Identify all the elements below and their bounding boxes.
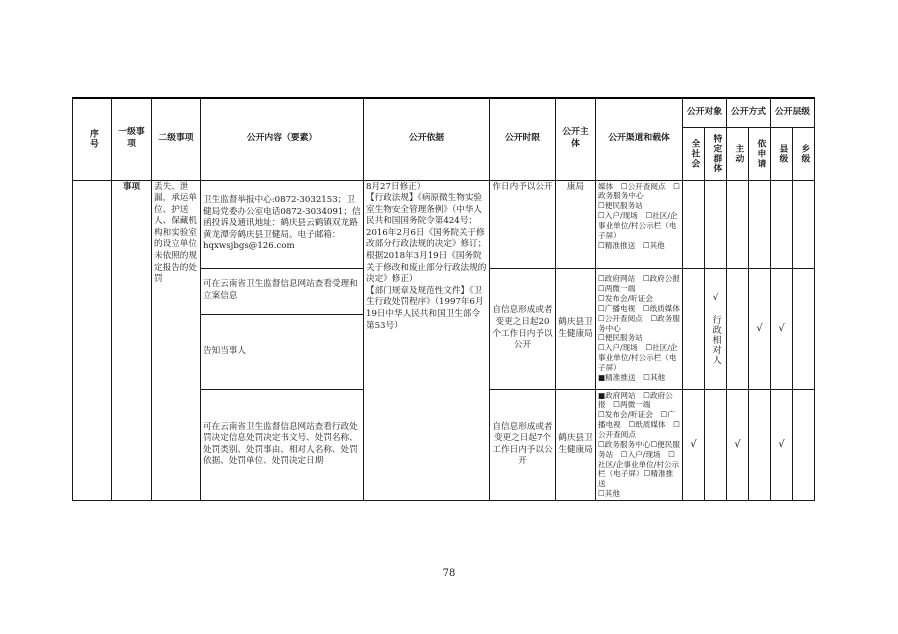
header-level2: 二级事项 [152,98,201,180]
page-number: 78 [442,568,456,579]
header-time-limit: 公开时限 [490,98,556,180]
cell-level2: 丢失、泄漏，承运单位、护送人、保藏机构和实验室的设立单位未依照的规定报告的处罚 [152,180,201,500]
header-basis: 公开依据 [364,98,490,180]
header-level: 公开层级 [771,98,815,127]
cell-content: 卫生监督举报中心:0872-3032153；卫健局党委办公室电话0872-3034091；信函投诉及通讯地址：鹤庆县云鹤镇双龙路黄龙潭旁鹤庆县卫健局。电子邮箱：hqxwsjbgs@126.com [201,180,364,268]
cell-content: 告知当事人 [201,314,364,389]
header-target-all: 全社会 [683,127,705,180]
cell-time-limit: 作日内予以公开 [490,180,556,268]
cell-method-active [727,268,749,389]
cell-subject: 鹤庆县卫生健康局 [556,268,596,389]
table-row [73,180,815,268]
cell-method-active: √ [727,389,749,500]
cell-level-township [793,389,815,500]
header-level1: 一级事项 [112,98,152,180]
cell-subject: 康局 [556,180,596,268]
cell-target-specific [705,180,727,268]
cell-target-all [683,180,705,268]
cell-target-specific [705,389,727,500]
header-subject: 公开主体 [556,98,596,180]
cell-channel: ☐政府网站 ☐政府公报 ☐两微一端 ☐发布会/听证会 ☐广播电视 ☐纸质媒体 ☐公开查阅点 ☐政务服务中心 ☐便民服务站 ☐入户/现场 ☐社区/企事业单位/村公示栏（电子屏） ■精准推送 ☐其他 [596,268,683,389]
header-content: 公开内容（要素） [201,98,364,180]
header-method-active: 主动 [727,127,749,180]
cell-basis: 8月27日修正） 【行政法规】《病原微生物实验室生物安全管理条例》（中华人民共和国国务院令第424号；2016年2月6日《国务院关于修改部分行政法规的决定》修订；根据2018年3月19日《国务院关于修改和废止部分行政法规的决定》修正） 【部门规章及规范性文件】《卫生行政处罚程序》（1997年6月19日中华人民共和国卫生部令第53号） [364,180,490,500]
cell-method-request [749,180,771,268]
cell-method-request: √ [749,268,771,389]
cell-channel: 媒体 ☐公开查阅点 ☐政务服务中心 ☐便民服务站 ☐入户/现场 ☐社区/企事业单位/村公示栏（电子屏） ☐精准推送 ☐其他 [596,180,683,268]
cell-level-county: √ [771,389,793,500]
cell-level-county [771,180,793,268]
cell-target-all [683,268,705,389]
cell-seq [73,180,112,500]
cell-channel: ■政府网站 ☐政府公报 ☐两微一端 ☐发布会/听证会 ☐广播电视 ☐纸质媒体 ☐公开查阅点 ☐政务服务中心☐便民服务站 ☐入户/现场 ☐社区/企事业单位/村公示栏（电子屏）☐精准推送 ☐其他 [596,389,683,500]
header-method: 公开方式 [727,98,771,127]
header-method-request: 依申请 [749,127,771,180]
header-target: 公开对象 [683,98,727,127]
cell-method-active [727,180,749,268]
header-seq: 序号 [73,98,112,180]
cell-level-county: √ [771,268,793,389]
header-target-specific: 特定群体 [705,127,727,180]
disclosure-table [72,97,815,501]
header-channel: 公开渠道和载体 [596,98,683,180]
cell-level1: 事项 [112,180,152,500]
cell-target-all: √ [683,389,705,500]
cell-content: 可在云南省卫生监督信息网站查看行政处罚决定信息处罚决定书文号、处罚名称、处罚类别、处罚事由、相对人名称、处罚依据、处罚单位、处罚决定日期 [201,389,364,500]
cell-time-limit: 自信息形成或者变更之日起7个工作日内予以公开 [490,389,556,500]
header-level-county: 县级 [771,127,793,180]
cell-method-request [749,389,771,500]
cell-target-specific: √ 行政相对人 [705,268,727,389]
cell-time-limit: 自信息形成或者变更之日起20个工作日内予以公开 [490,268,556,389]
cell-level-township [793,180,815,268]
cell-content: 可在云南省卫生监督信息网站查看受理和立案信息 [201,268,364,314]
cell-subject: 鹤庆县卫生健康局 [556,389,596,500]
header-level-township: 乡级 [793,127,815,180]
cell-level-township [793,268,815,389]
